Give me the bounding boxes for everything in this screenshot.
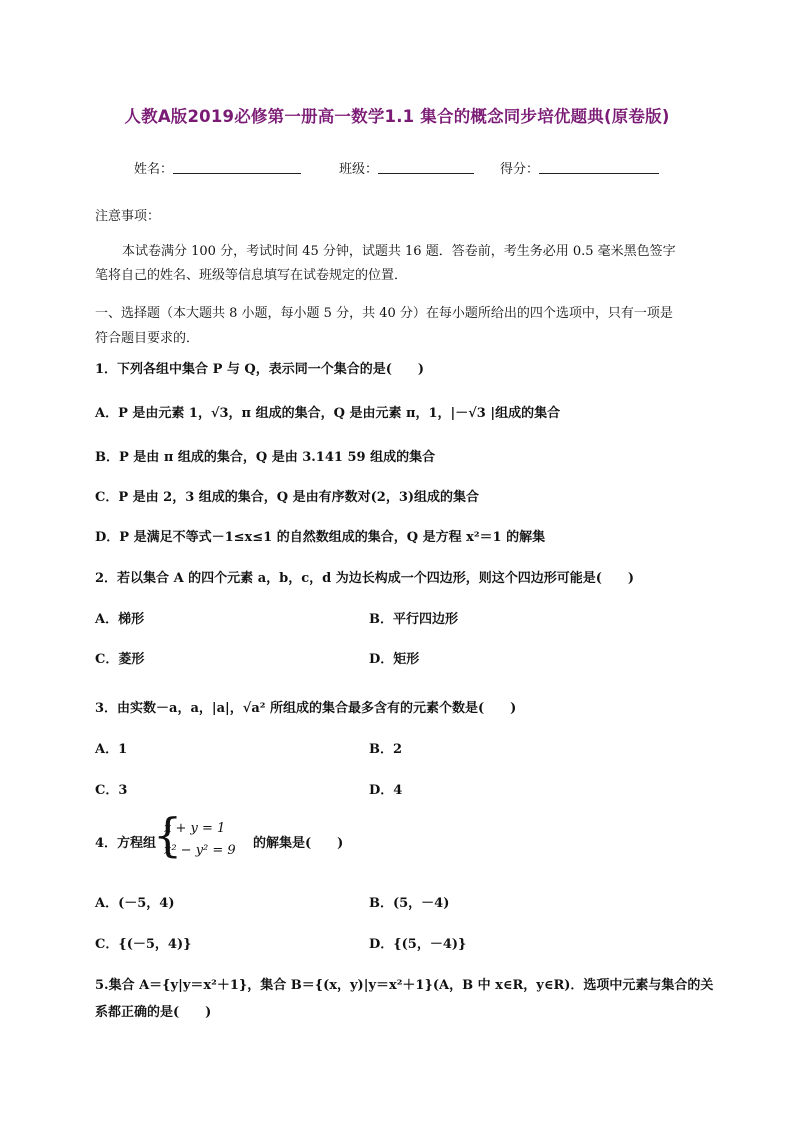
q2-option-d: D．矩形	[369, 652, 420, 667]
q1-option-d: D．P 是满足不等式－1≤x≤1 的自然数组成的集合，Q 是方程 x²＝1 的解集	[95, 530, 546, 545]
q3-stem: 3．由实数－a，a，|a|，√a² 所组成的集合最多含有的元素个数是( )	[95, 701, 517, 716]
class-label: 班级：	[339, 162, 379, 177]
q1-option-a: A．P 是由元素 1，√3，π 组成的集合，Q 是由元素 π，1，|－√3 |组成的集合	[95, 406, 561, 421]
score-label: 得分：	[500, 162, 540, 177]
page-title: 人教A版2019必修第一册高一数学1.1 集合的概念同步培优题典(原卷版)	[124, 107, 670, 126]
q4-stem-lead: 4．方程组	[95, 836, 157, 851]
q3-option-a: A．1	[95, 742, 128, 757]
q4-option-d: D．{(5，－4)}	[369, 937, 467, 952]
name-field	[134, 158, 301, 177]
class-field	[339, 158, 474, 177]
q2-option-b: B．平行四边形	[369, 612, 458, 627]
notice-body-line2: 笔将自己的姓名、班级等信息填写在试卷规定的位置．	[95, 268, 408, 283]
q3-option-c: C．3	[95, 783, 128, 798]
q2-option-c: C．菱形	[95, 652, 145, 667]
q3-option-d: D．4	[369, 783, 403, 798]
q3-option-b: B．2	[369, 742, 403, 757]
class-blank[interactable]	[378, 161, 474, 174]
notice-heading: 注意事项：	[95, 209, 161, 224]
q1-stem: 1．下列各组中集合 P 与 Q，表示同一个集合的是( )	[95, 362, 425, 377]
q5-stem-line1: 5.集合 A＝{y|y＝x²＋1}，集合 B＝{(x，y)|y＝x²＋1}(A，B 中 x∈R，y∈R)．选项中元素与集合的关	[95, 978, 714, 993]
notice-body-line1: 本试卷满分 100 分，考试时间 45 分钟，试题共 16 题．答卷前，考生务必用 0.5 毫米黑色签字	[122, 244, 676, 259]
equation-brace-icon: {	[153, 808, 183, 862]
q4-option-a: A．(－5，4)	[95, 896, 175, 911]
score-blank[interactable]	[539, 161, 659, 174]
score-field	[500, 158, 659, 177]
section1-line1: 一、选择题（本大题共 8 小题，每小题 5 分，共 40 分）在每小题所给出的四个选项中，只有一项是	[95, 306, 673, 321]
q1-option-c: C．P 是由 2，3 组成的集合，Q 是由有序数对(2，3)组成的集合	[95, 490, 480, 505]
q4-option-c: C．{(－5，4)}	[95, 937, 192, 952]
q4-option-b: B．(5，－4)	[369, 896, 450, 911]
q4-equation-2: x² − y² = 9	[164, 843, 236, 858]
q5-stem-line2: 系都正确的是( )	[95, 1005, 212, 1020]
name-blank[interactable]	[173, 161, 301, 174]
q4-equation-system	[164, 818, 236, 862]
q1-option-b: B．P 是由 π 组成的集合，Q 是由 3.141 59 组成的集合	[95, 450, 436, 465]
q4-stem-tail: 的解集是( )	[253, 836, 344, 851]
section1-line2: 符合题目要求的．	[95, 331, 200, 346]
q4-stem	[95, 808, 415, 868]
q2-stem: 2．若以集合 A 的四个元素 a，b，c，d 为边长构成一个四边形，则这个四边形可能是( )	[95, 571, 635, 586]
name-label: 姓名：	[134, 162, 174, 177]
q2-option-a: A．梯形	[95, 612, 145, 627]
q4-equation-1: x + y = 1	[164, 821, 226, 836]
